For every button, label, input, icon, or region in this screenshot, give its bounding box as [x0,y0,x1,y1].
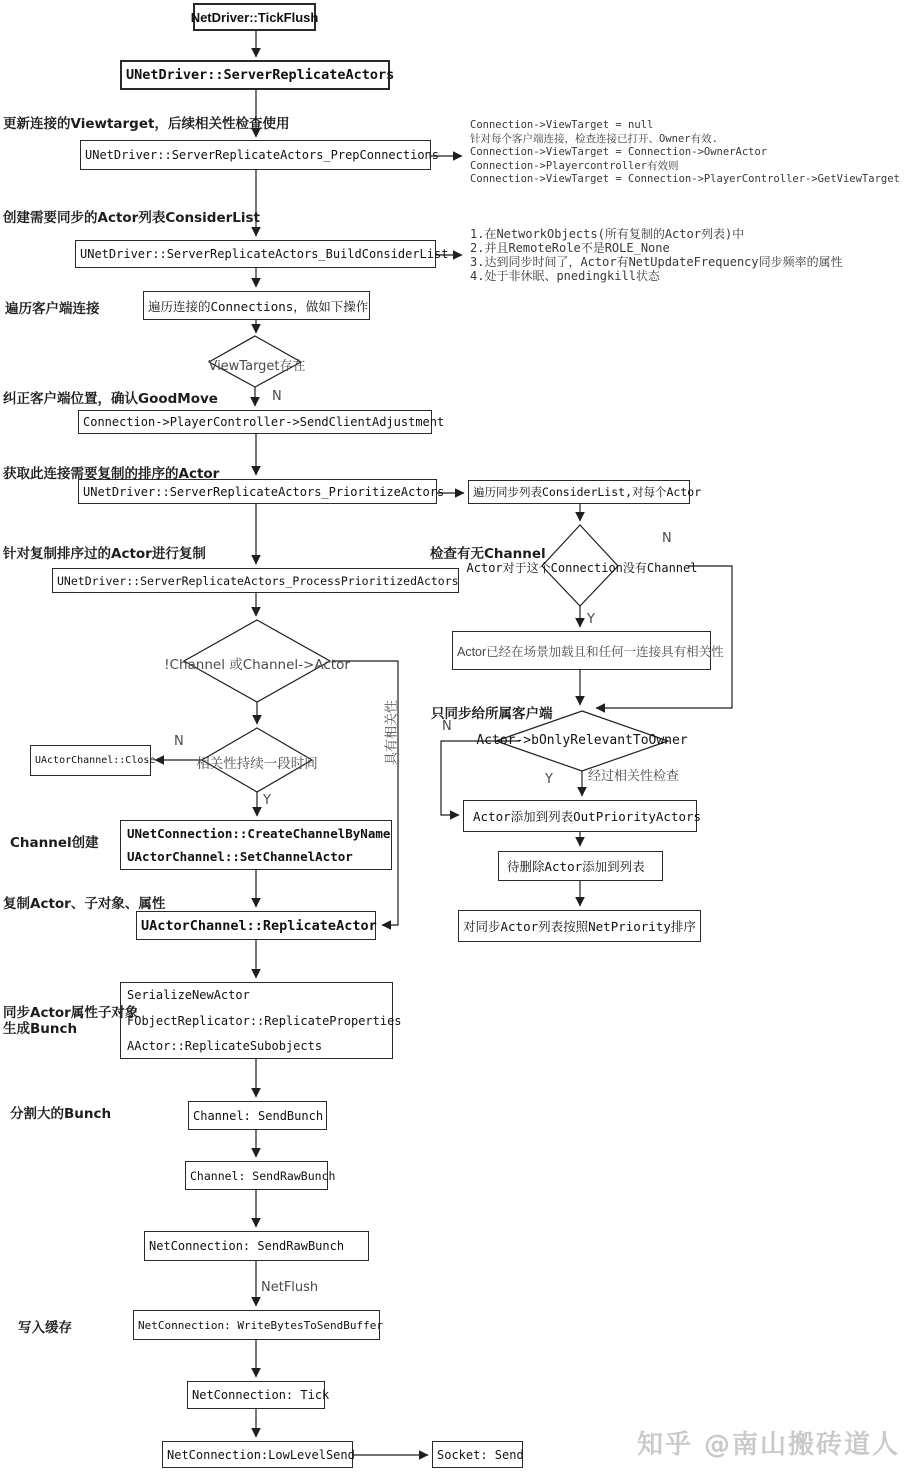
label-build-consider: 创建需要同步的Actor列表ConsiderList [3,210,260,226]
annotation-consider-line2: 2.并且RemoteRole不是ROLE_None [470,241,670,255]
diamond-label-only-relevant: Actor->bOnlyRelevantToOwner [476,733,688,748]
node-netconnection-send-raw-bunch: NetConnection: SendRawBunch [144,1231,369,1261]
node-build-consider-list: UNetDriver::ServerReplicateActors_BuildConsiderList [75,240,436,268]
node-process-prioritized-actors: UNetDriver::ServerReplicateActors_ProcessPrioritizedActors [52,568,459,593]
node-pending-delete-actors: 待删除Actor添加到列表 [498,851,663,881]
node-serialize-bunch [120,982,402,1059]
node-low-level-send: NetConnection:LowLevelSend [162,1441,353,1468]
edge-label-onlyrel-n: N [442,719,452,734]
diamond-label-no-channel: Actor对于这个Connection没有Channel [466,561,698,575]
label-sync-actor-line1: 同步Actor属性子对象 [3,1005,139,1021]
node-serialize-line2: FObjectReplicator::ReplicateProperties [127,1013,402,1028]
edge-label-relevance-check: 经过相关性检查 [588,769,680,784]
annotation-prep-line4: Connection->Playercontroller有效则 [470,159,679,172]
label-only-owner: 只同步给所属客户端 [431,706,553,722]
node-tickflush: NetDriver::TickFlush [193,3,316,31]
label-channel-create: Channel创建 [10,835,99,851]
node-send-client-adjustment: Connection->PlayerController->SendClientAdjustment [78,410,432,434]
label-sync-actor [3,1005,138,1037]
node-foreach-connections: 遍历连接的Connections，做如下操作 [143,291,370,320]
node-channel-create-line2: UActorChannel::SetChannelActor [127,849,353,864]
annotation-prep-line1: Connection->ViewTarget = null [470,119,654,131]
node-channel-create [120,820,392,870]
zhihu-watermark: 知乎 @南山搬砖道人 [637,1430,901,1460]
node-add-out-priority-actors: Actor添加到列表OutPriorityActors [463,800,697,832]
annotation-consider-line1: 1.在NetworkObjects(所有复制的Actor列表)中 [470,227,745,241]
node-channel-create-line1: UNetConnection::CreateChannelByName [127,826,391,841]
annotation-prep-line3: Connection->ViewTarget = Connection->OwnerActor [470,146,768,159]
node-socket-send: Socket: Send [432,1441,523,1468]
node-actor-channel-close: UActorChannel::Close [30,745,151,776]
node-write-bytes-to-send-buffer: NetConnection: WriteBytesToSendBuffer [133,1310,380,1340]
label-foreach-client: 遍历客户端连接 [5,301,100,317]
edge-label-viewtarget-n: N [272,389,282,404]
edge-label-netflush: NetFlush [261,1280,319,1295]
edge-label-duration-n: N [174,734,184,749]
node-scene-loaded-relevant: Actor已经在场景加载且和任何一连接具有相关性 [452,631,711,670]
edge-label-nochannel-y: Y [587,612,595,627]
node-foreach-consider-list: 遍历同步列表ConsiderList,对每个Actor [468,480,690,504]
label-split-bunch: 分割大的Bunch [10,1106,112,1122]
label-check-channel: 检查有无Channel [430,546,546,562]
edge-label-duration-y: Y [263,793,271,808]
node-serialize-line3: AActor::ReplicateSubobjects [127,1039,323,1053]
node-netconnection-tick: NetConnection: Tick [187,1381,325,1409]
annotation-consider-list [470,227,843,283]
edge-label-has-relevance: 具有相关性 [384,700,400,766]
diamond-label-channel-or-actor: !Channel 或Channel->Actor [164,657,350,673]
label-sync-actor-line2: 生成Bunch [3,1021,78,1037]
node-serialize-line1: SerializeNewActor [127,988,250,1002]
node-send-raw-bunch: Channel: SendRawBunch [185,1161,328,1190]
annotation-consider-line4: 4.处于非休眠、pnedingkill状态 [470,269,660,283]
node-send-bunch: Channel: SendBunch [188,1101,327,1130]
annotation-prep-line2: 针对每个客户端连接，检查连接已打开、Owner有效. [470,132,718,145]
node-prioritize-actors: UNetDriver::ServerReplicateActors_PrioritizeActors [78,479,437,504]
edge-label-onlyrel-y: Y [545,772,553,787]
diamond-label-relevance-duration: 相关性持续一段时间 [196,756,318,772]
label-copy-actor: 复制Actor、子对象、属性 [3,896,166,912]
label-update-viewtarget: 更新连接的Viewtarget，后续相关性检查使用 [3,116,290,132]
node-server-replicate-actors: UNetDriver::ServerReplicateActors [120,60,390,90]
label-replicate-sorted: 针对复制排序过的Actor进行复制 [3,546,206,562]
label-write-cache: 写入缓存 [18,1320,72,1336]
node-prep-connections: UNetDriver::ServerReplicateActors_PrepConnections [80,140,431,170]
node-replicate-actor: UActorChannel::ReplicateActor [136,911,376,940]
node-sort-by-net-priority: 对同步Actor列表按照NetPriority排序 [458,910,701,942]
diamond-label-viewtarget-exists: ViewTarget存在 [208,359,306,374]
label-get-sorted-actors: 获取此连接需要复制的排序的Actor [3,466,220,482]
label-fix-client-pos: 纠正客户端位置，确认GoodMove [3,391,218,407]
edge-label-nochannel-n: N [662,531,672,546]
annotation-prep-connections [470,119,900,187]
annotation-consider-line3: 3.达到同步时间了，Actor有NetUpdateFrequency同步频率的属性 [470,255,843,269]
annotation-prep-line5: Connection->ViewTarget = Connection->PlayerController->GetViewTarget [470,173,900,186]
